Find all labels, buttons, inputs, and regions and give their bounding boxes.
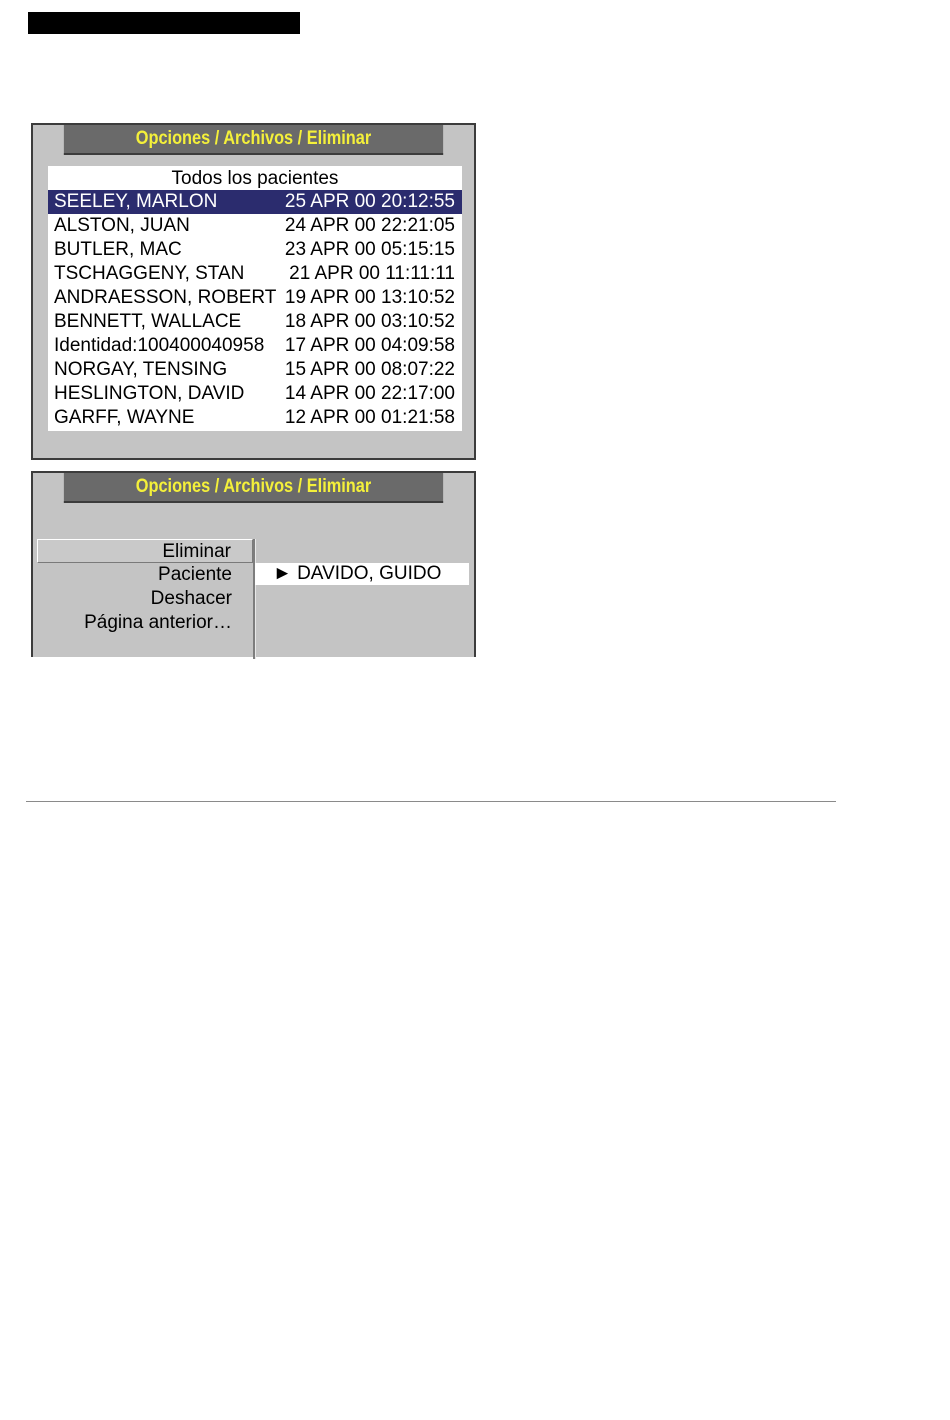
patient-row[interactable]: [48, 286, 462, 310]
patient-submenu-value[interactable]: ► DAVIDO, GUIDO: [255, 563, 469, 585]
menu-item-eliminar[interactable]: Eliminar: [37, 539, 253, 563]
options-menu: [37, 539, 253, 635]
menu-divider: [253, 539, 256, 659]
patient-row[interactable]: [48, 310, 462, 334]
patient-row[interactable]: [48, 238, 462, 262]
patient-name: Identidad:100400040958: [54, 335, 265, 356]
patient-row[interactable]: [48, 190, 462, 214]
patient-name: BENNETT, WALLACE: [54, 311, 242, 332]
list-header: Todos los pacientes: [171, 168, 339, 189]
patient-name: ANDRAESSON, ROBERT: [54, 287, 277, 308]
patient-date: 17 APR 00 04:09:58: [284, 335, 455, 356]
patient-name: TSCHAGGENY, STAN: [54, 263, 245, 284]
delete-window-menu: [31, 471, 476, 657]
patient-date: 23 APR 00 05:15:15: [284, 239, 455, 260]
patient-row[interactable]: [48, 214, 462, 238]
patient-date: 18 APR 00 03:10:52: [284, 311, 455, 332]
window-title: Opciones / Archivos / Eliminar: [64, 125, 443, 155]
patient-row[interactable]: [48, 262, 462, 286]
page-divider: [26, 801, 836, 802]
menu-item-pagina-anterior[interactable]: Página anterior…: [84, 612, 232, 633]
patient-name: HESLINGTON, DAVID: [54, 383, 245, 404]
patient-date: 24 APR 00 22:21:05: [284, 215, 455, 236]
patient-date: 21 APR 00 11:11:11: [289, 263, 455, 284]
patient-row[interactable]: [48, 358, 462, 382]
patient-list: [48, 166, 462, 431]
patient-name: GARFF, WAYNE: [54, 407, 195, 428]
patient-row[interactable]: [48, 382, 462, 406]
window-title: Opciones / Archivos / Eliminar: [64, 473, 443, 503]
menu-item-deshacer[interactable]: Deshacer: [150, 588, 232, 609]
patient-name: NORGAY, TENSING: [54, 359, 228, 380]
patient-name: ALSTON, JUAN: [54, 215, 190, 236]
patient-date: 12 APR 00 01:21:58: [284, 407, 455, 428]
patient-name: BUTLER, MAC: [54, 239, 182, 260]
patient-name: SEELEY, MARLON: [54, 191, 218, 212]
patient-row[interactable]: [48, 406, 462, 430]
menu-item-paciente[interactable]: Paciente: [158, 564, 232, 585]
delete-window-patient-list: [31, 123, 476, 460]
redaction-bar: [28, 12, 300, 34]
patient-row[interactable]: [48, 334, 462, 358]
patient-date: 14 APR 00 22:17:00: [284, 383, 455, 404]
patient-date: 15 APR 00 08:07:22: [284, 359, 455, 380]
patient-date: 19 APR 00 13:10:52: [284, 287, 455, 308]
patient-date: 25 APR 00 20:12:55: [284, 191, 455, 212]
